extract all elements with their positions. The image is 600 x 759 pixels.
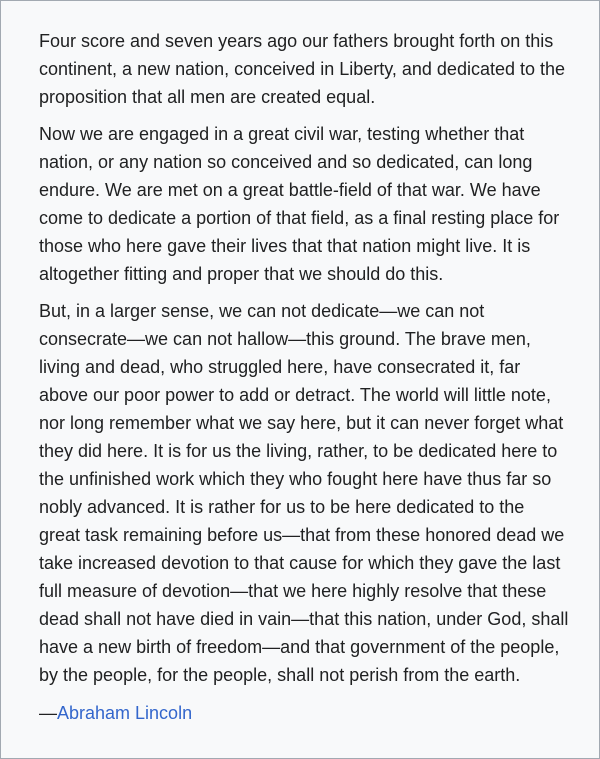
quote-paragraph-3: But, in a larger sense, we can not dedicate—we can not consecrate—we can not hallow—this ground. The brave men, living and dead, who struggled here, have consecrated it, far above our poor power to add or detract. The world will little note, nor long remember what we say here, but it can never forget what they did here. It is for us the living, rather, to be dedicated here to the unfinished work which they who fought here have thus far so nobly advanced. It is rather for us to be here dedicated to the great task remaining before us—that from these honored dead we take increased devotion to that cause for which they gave the last full measure of devotion—that we here highly resolve that these dead shall not have died in vain—that this nation, under God, shall have a new birth of freedom—and that government of the people, by the people, for the people, shall not perish from the earth. — [39, 301, 569, 685]
author-link[interactable]: Abraham Lincoln — [57, 703, 193, 723]
quote-paragraph-1: Four score and seven years ago our fathers brought forth on this continent, a new nation, conceived in Liberty, and dedicated to the proposition that all men are created equal. — [39, 31, 566, 107]
quote-paragraph-2: Now we are engaged in a great civil war, testing whether that nation, or any nation so conceived and so dedicated, can long endure. We are met on a great battle-field of that war. We have come to dedicate a portion of that field, as a final resting place for those who here gave their lives that that nation might live. It is altogether fitting and proper that we should do this. — [39, 124, 560, 284]
attribution-dash: — — [39, 703, 57, 723]
attribution — [39, 699, 569, 727]
